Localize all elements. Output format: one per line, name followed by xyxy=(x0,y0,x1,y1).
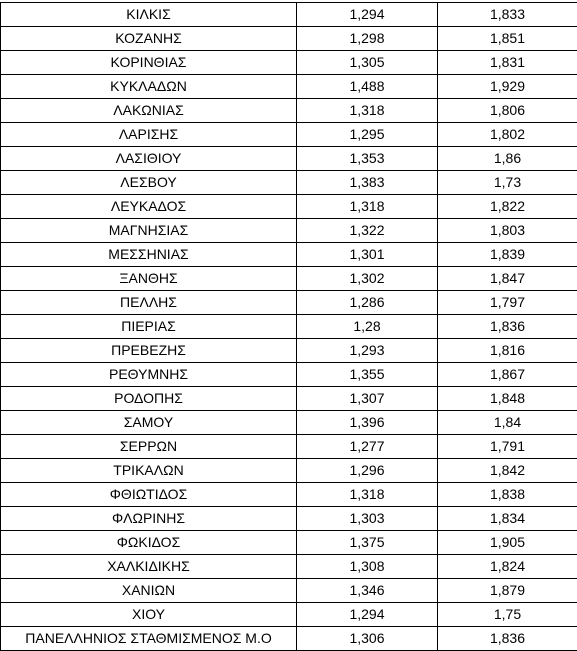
table-row xyxy=(1,75,577,99)
value-cell-2: 1,867 xyxy=(438,363,577,387)
table-row xyxy=(1,603,577,627)
table-row xyxy=(1,171,577,195)
value-cell-2: 1,816 xyxy=(438,339,577,363)
region-cell: ΛΑΚΩΝΙΑΣ xyxy=(1,99,297,123)
value-cell-1: 1,294 xyxy=(297,3,438,27)
value-cell-2: 1,802 xyxy=(438,123,577,147)
table-row xyxy=(1,219,577,243)
region-cell: ΧΙΟΥ xyxy=(1,603,297,627)
table-row xyxy=(1,363,577,387)
value-cell-1: 1,353 xyxy=(297,147,438,171)
value-cell-2: 1,824 xyxy=(438,555,577,579)
region-cell: ΠΕΛΛΗΣ xyxy=(1,291,297,315)
value-cell-1: 1,318 xyxy=(297,483,438,507)
table-row xyxy=(1,195,577,219)
region-cell: ΛΑΣΙΘΙΟΥ xyxy=(1,147,297,171)
value-cell-1: 1,286 xyxy=(297,291,438,315)
value-cell-1: 1,296 xyxy=(297,459,438,483)
table-row xyxy=(1,123,577,147)
table-row xyxy=(1,147,577,171)
value-cell-1: 1,318 xyxy=(297,99,438,123)
region-cell: ΜΕΣΣΗΝΙΑΣ xyxy=(1,243,297,267)
value-cell-1: 1,298 xyxy=(297,27,438,51)
region-cell: ΠΡΕΒΕΖΗΣ xyxy=(1,339,297,363)
value-cell-1: 1,318 xyxy=(297,195,438,219)
value-cell-2: 1,848 xyxy=(438,387,577,411)
value-cell-2: 1,929 xyxy=(438,75,577,99)
value-cell-1: 1,306 xyxy=(297,627,438,651)
value-cell-2: 1,831 xyxy=(438,51,577,75)
value-cell-2: 1,842 xyxy=(438,459,577,483)
value-cell-1: 1,277 xyxy=(297,435,438,459)
value-cell-1: 1,383 xyxy=(297,171,438,195)
region-cell: ΚΙΛΚΙΣ xyxy=(1,3,297,27)
value-cell-2: 1,836 xyxy=(438,315,577,339)
table-row xyxy=(1,243,577,267)
table-row xyxy=(1,411,577,435)
value-cell-2: 1,834 xyxy=(438,507,577,531)
region-cell: ΤΡΙΚΑΛΩΝ xyxy=(1,459,297,483)
prefecture-table xyxy=(0,2,577,651)
table-row xyxy=(1,99,577,123)
region-cell: ΠΙΕΡΙΑΣ xyxy=(1,315,297,339)
region-cell: ΡΕΘΥΜΝΗΣ xyxy=(1,363,297,387)
table-row xyxy=(1,267,577,291)
value-cell-1: 1,355 xyxy=(297,363,438,387)
table-row xyxy=(1,531,577,555)
value-cell-2: 1,822 xyxy=(438,195,577,219)
region-cell: ΡΟΔΟΠΗΣ xyxy=(1,387,297,411)
value-cell-2: 1,851 xyxy=(438,27,577,51)
table-row xyxy=(1,555,577,579)
value-cell-2: 1,803 xyxy=(438,219,577,243)
value-cell-2: 1,879 xyxy=(438,579,577,603)
summary-row xyxy=(1,627,577,651)
value-cell-1: 1,303 xyxy=(297,507,438,531)
table-body xyxy=(1,3,577,651)
table-row xyxy=(1,435,577,459)
value-cell-2: 1,806 xyxy=(438,99,577,123)
region-cell: ΦΩΚΙΔΟΣ xyxy=(1,531,297,555)
value-cell-2: 1,791 xyxy=(438,435,577,459)
table-row xyxy=(1,27,577,51)
table-row xyxy=(1,387,577,411)
region-cell: ΛΕΥΚΑΔΟΣ xyxy=(1,195,297,219)
table-row xyxy=(1,579,577,603)
region-cell: ΚΥΚΛΑΔΩΝ xyxy=(1,75,297,99)
region-cell: ΧΑΝΙΩΝ xyxy=(1,579,297,603)
value-cell-2: 1,73 xyxy=(438,171,577,195)
value-cell-1: 1,307 xyxy=(297,387,438,411)
table-row xyxy=(1,291,577,315)
value-cell-2: 1,847 xyxy=(438,267,577,291)
value-cell-2: 1,86 xyxy=(438,147,577,171)
value-cell-2: 1,838 xyxy=(438,483,577,507)
value-cell-1: 1,302 xyxy=(297,267,438,291)
region-cell: ΛΑΡΙΣΗΣ xyxy=(1,123,297,147)
value-cell-2: 1,797 xyxy=(438,291,577,315)
value-cell-1: 1,396 xyxy=(297,411,438,435)
value-cell-2: 1,905 xyxy=(438,531,577,555)
value-cell-1: 1,301 xyxy=(297,243,438,267)
region-cell: ΚΟΖΑΝΗΣ xyxy=(1,27,297,51)
region-cell: ΜΑΓΝΗΣΙΑΣ xyxy=(1,219,297,243)
region-cell: ΣΑΜΟΥ xyxy=(1,411,297,435)
table-row xyxy=(1,51,577,75)
value-cell-2: 1,839 xyxy=(438,243,577,267)
value-cell-1: 1,28 xyxy=(297,315,438,339)
value-cell-1: 1,375 xyxy=(297,531,438,555)
region-cell: ΣΕΡΡΩΝ xyxy=(1,435,297,459)
table-row xyxy=(1,483,577,507)
value-cell-2: 1,833 xyxy=(438,3,577,27)
table-row xyxy=(1,339,577,363)
region-cell: ΦΘΙΩΤΙΔΟΣ xyxy=(1,483,297,507)
value-cell-1: 1,308 xyxy=(297,555,438,579)
table-row xyxy=(1,3,577,27)
region-cell: ΞΑΝΘΗΣ xyxy=(1,267,297,291)
value-cell-1: 1,305 xyxy=(297,51,438,75)
region-cell: ΠΑΝΕΛΛΗΝΙΟΣ ΣΤΑΘΜΙΣΜΕΝΟΣ Μ.Ο xyxy=(1,627,297,651)
region-cell: ΧΑΛΚΙΔΙΚΗΣ xyxy=(1,555,297,579)
value-cell-2: 1,836 xyxy=(438,627,577,651)
region-cell: ΚΟΡΙΝΘΙΑΣ xyxy=(1,51,297,75)
region-cell: ΛΕΣΒΟΥ xyxy=(1,171,297,195)
table-row xyxy=(1,315,577,339)
value-cell-2: 1,75 xyxy=(438,603,577,627)
value-cell-1: 1,293 xyxy=(297,339,438,363)
value-cell-1: 1,295 xyxy=(297,123,438,147)
value-cell-1: 1,322 xyxy=(297,219,438,243)
table-row xyxy=(1,507,577,531)
value-cell-2: 1,84 xyxy=(438,411,577,435)
region-cell: ΦΛΩΡΙΝΗΣ xyxy=(1,507,297,531)
value-cell-1: 1,294 xyxy=(297,603,438,627)
table-row xyxy=(1,459,577,483)
value-cell-1: 1,488 xyxy=(297,75,438,99)
value-cell-1: 1,346 xyxy=(297,579,438,603)
